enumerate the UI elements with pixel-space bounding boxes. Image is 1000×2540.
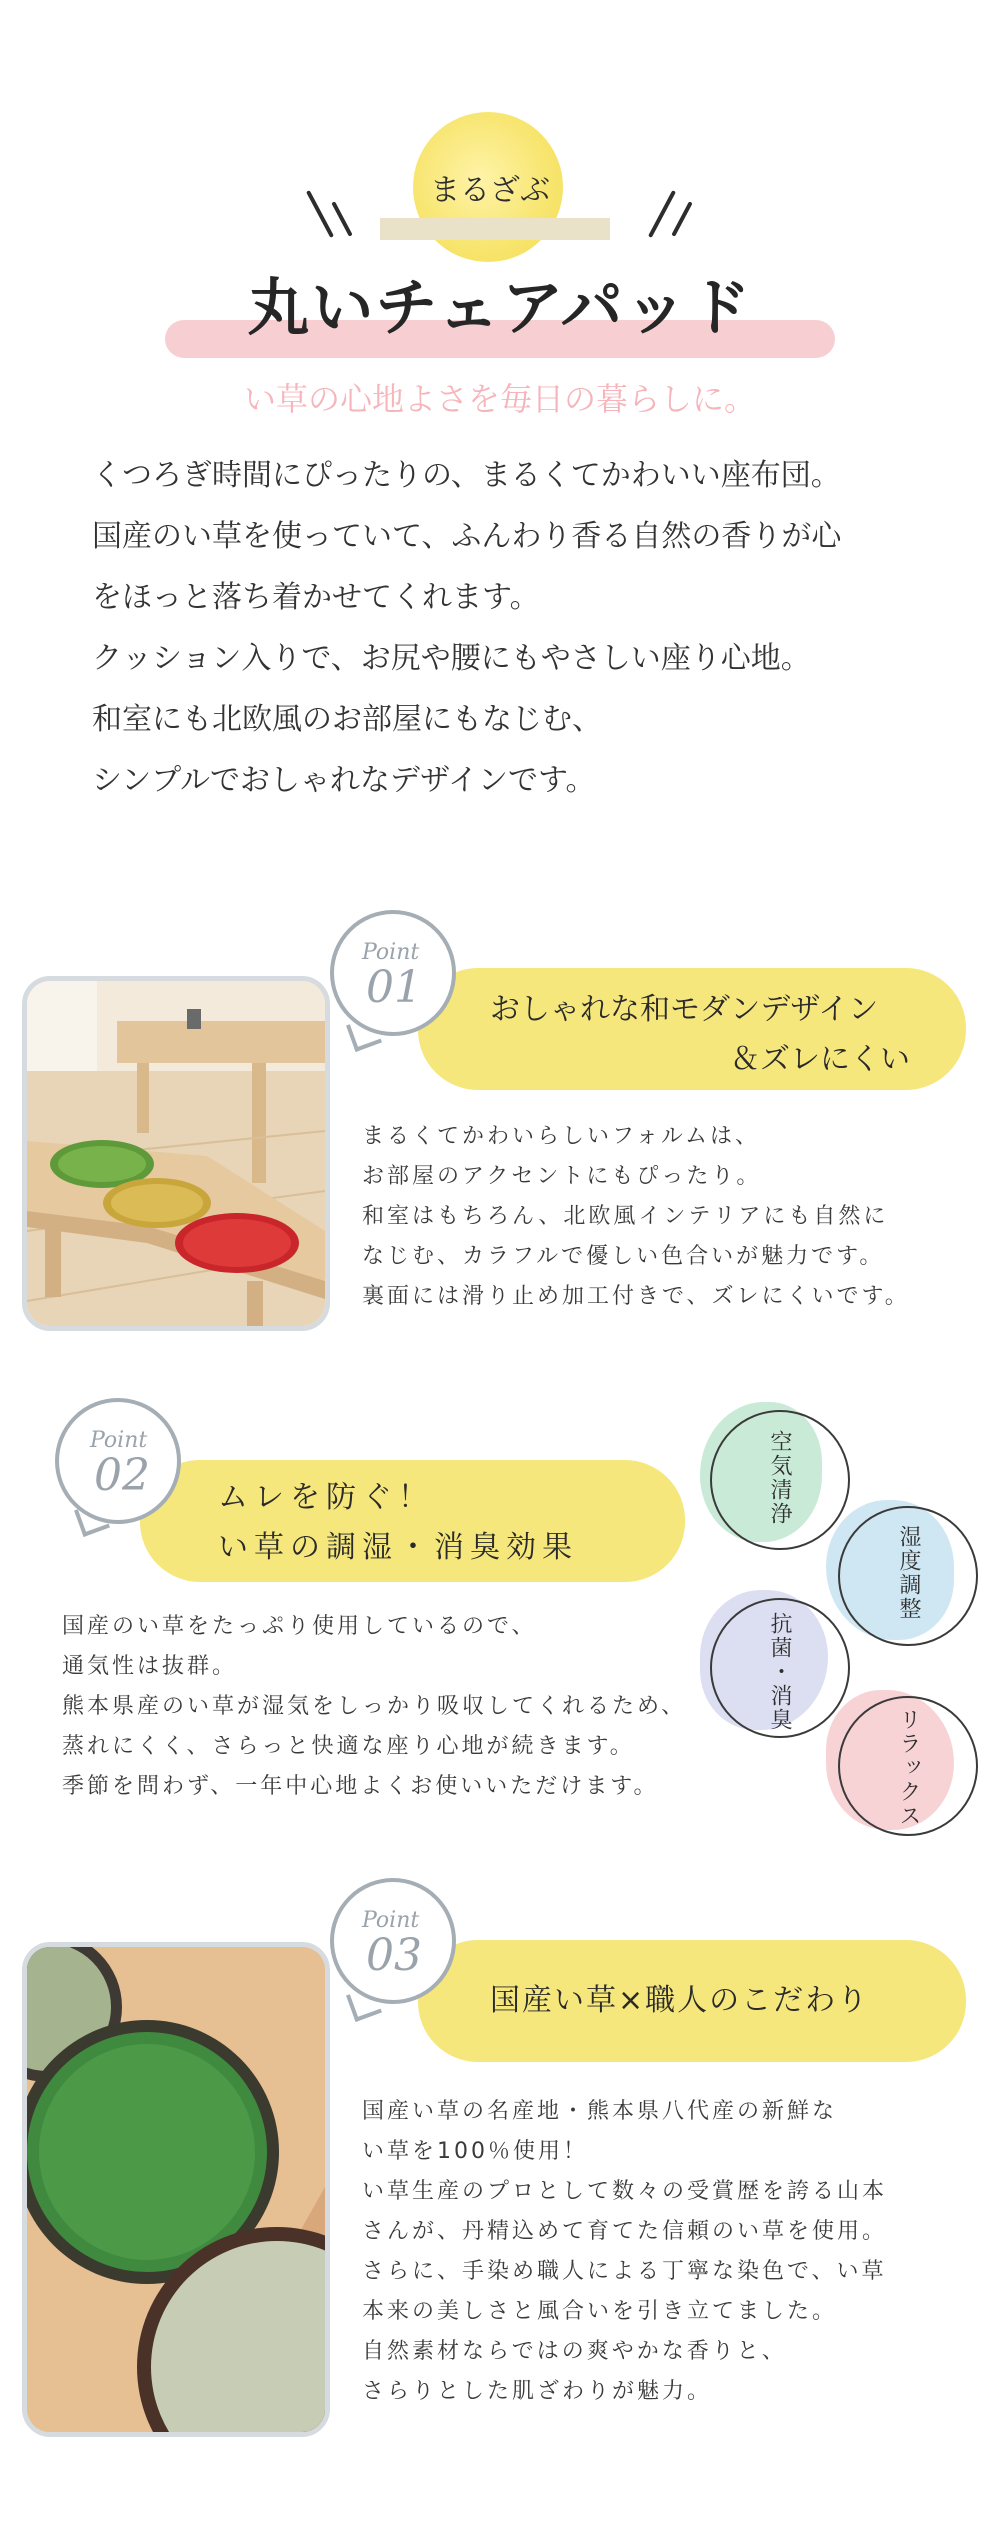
bench-cushions-image — [27, 981, 325, 1326]
point-02-headline-2: い草の調湿・消臭効果 — [218, 1530, 578, 1565]
point-01-headline-2: ＆ズレにくい — [730, 1042, 910, 1077]
intro-line: 和室にも北欧風のお部屋にもなじむ、 — [92, 702, 602, 737]
body-line: さらりとした肌ざわりが魅力。 — [362, 2379, 713, 2404]
point-01-photo — [22, 976, 330, 1331]
body-line: 本来の美しさと風合いを引き立てました。 — [362, 2299, 838, 2324]
body-line: 通気性は抜群。 — [62, 1654, 238, 1679]
badge-antibacterial: 抗菌・消臭 — [767, 1612, 792, 1732]
point-03-photo — [22, 1942, 330, 2437]
intro-line: シンプルでおしゃれなデザインです。 — [92, 763, 596, 798]
point-02-label: Point — [90, 1428, 148, 1453]
point-03-label: Point — [362, 1908, 420, 1933]
point-01-body — [362, 1117, 910, 1317]
intro-line: をほっと落ち着かせてくれます。 — [92, 580, 540, 615]
body-line: い草生産のプロとして数々の受賞歴を誇る山本 — [362, 2179, 888, 2204]
accent-slash-left-2 — [331, 201, 352, 236]
point-03-number: 03 — [366, 1930, 422, 1981]
point-03-body — [362, 2092, 887, 2412]
point-01-headline-1: おしゃれな和モダンデザイン — [490, 992, 879, 1027]
accent-slash-left — [306, 190, 334, 238]
point-02-number: 02 — [94, 1450, 150, 1501]
point-01-label: Point — [362, 940, 420, 965]
body-line: お部屋のアクセントにもぴったり。 — [362, 1164, 762, 1189]
badge-humidity: 湿度調整 — [896, 1525, 921, 1621]
cushion-closeup-image — [27, 1947, 325, 2432]
page-subtitle: い草の心地よさを毎日の暮らしに。 — [243, 380, 756, 418]
accent-slash-right — [648, 190, 676, 238]
body-line: 裏面には滑り止め加工付きで、ズレにくいです。 — [362, 1284, 910, 1309]
body-line: 国産い草の名産地・熊本県八代産の新鮮な — [362, 2099, 838, 2124]
header-tag: まるざぶ — [430, 173, 550, 208]
body-line: さんが、丹精込めて育てた信頼のい草を使用。 — [362, 2219, 888, 2244]
point-02-headline-1: ムレを防ぐ！ — [218, 1480, 434, 1515]
point-01-number: 01 — [366, 962, 422, 1013]
intro-text — [92, 445, 932, 811]
intro-line: 国産のい草を使っていて、ふんわり香る自然の香りが心 — [92, 519, 842, 554]
accent-slash-right-2 — [671, 201, 692, 236]
body-line: まるくてかわいらしいフォルムは、 — [362, 1124, 761, 1149]
body-line: 国産のい草をたっぷり使用しているので、 — [62, 1614, 537, 1639]
header-tag-underline — [380, 218, 610, 240]
body-line: なじむ、カラフルで優しい色合いが魅力です。 — [362, 1244, 885, 1269]
point-03-headline: 国産い草×職人のこだわり — [490, 1983, 870, 2018]
intro-line: くつろぎ時間にぴったりの、まるくてかわいい座布団。 — [92, 458, 841, 493]
body-line: さらに、手染め職人による丁寧な染色で、い草 — [362, 2259, 887, 2284]
body-line: 季節を問わず、一年中心地よくお使いいただけます。 — [62, 1774, 659, 1799]
body-line: 蒸れにくく、さらっと快適な座り心地が続きます。 — [62, 1734, 635, 1759]
body-line: い草を100％使用！ — [362, 2139, 588, 2164]
badge-air-purify: 空気清浄 — [767, 1430, 792, 1526]
body-line: 和室はもちろん、北欧風インテリアにも自然に — [362, 1204, 889, 1229]
intro-line: クッション入りで、お尻や腰にもやさしい座り心地。 — [92, 641, 811, 676]
badge-relax: リラックス — [896, 1708, 921, 1828]
body-line: 熊本県産のい草が湿気をしっかり吸収してくれるため、 — [62, 1694, 687, 1719]
page-title: 丸いチェアパッド — [247, 271, 753, 344]
body-line: 自然素材ならではの爽やかな香りと、 — [362, 2339, 787, 2364]
point-02-body — [62, 1607, 686, 1807]
